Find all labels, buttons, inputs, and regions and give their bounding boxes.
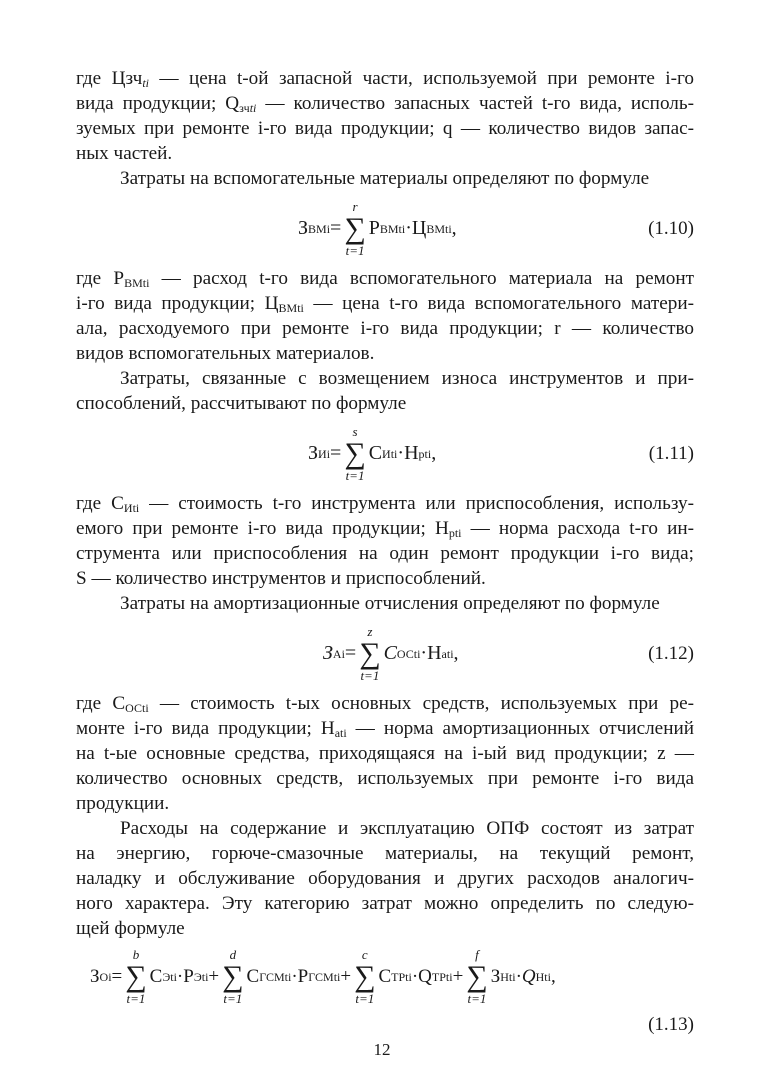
formula-expression: З Аi = z ∑ t=1 С ОСti · Н аti ,: [323, 623, 459, 683]
equation-number: (1.12): [648, 642, 694, 664]
page-number: 12: [373, 1040, 391, 1059]
text-line: i-го вида продукции; $Ц_{ВМti}$ — цена t-го вида вспомогательного матери-: [76, 293, 695, 315]
text-line: где Цзч$_{ti}$ — цена t-ой запасной части, используемой при ремонте i-го: [76, 68, 694, 90]
formula-1-10: [76, 191, 694, 266]
paragraph-spare-parts: [76, 66, 694, 166]
equation-number: (1.11): [648, 442, 694, 464]
sum-symbol: c ∑ t=1: [354, 947, 376, 1006]
text-line: на t-ые основные средства, приходящаяся на i-ый вид продукции; z —: [76, 743, 694, 764]
sum-symbol: z ∑ t=1: [359, 623, 381, 683]
paragraph-opf-intro: [76, 816, 694, 941]
text-line: где $Р_{ВМti}$ — расход t-го вида вспомогательного материала на ремонт: [76, 268, 694, 290]
paragraph-tools-intro: [76, 366, 694, 416]
text-line: видов вспомогательных материалов.: [76, 343, 375, 364]
sum-symbol: d ∑ t=1: [222, 947, 244, 1006]
text-line: вида продукции; $Q_{зчti}$ — количество запасных частей t-го вида, исполь-: [76, 93, 694, 115]
sum-symbol: s ∑ t=1: [344, 423, 366, 483]
paragraph-aux-materials-legend: [76, 266, 694, 366]
sum-symbol: f ∑ t=1: [466, 947, 488, 1006]
paragraph-depreciation-legend: [76, 691, 694, 816]
text-line: зуемых при ремонте i-го вида продукции; q — количество видов запас-: [76, 118, 694, 139]
formula-1-13: [76, 941, 694, 1013]
paragraph-depreciation-intro: Затраты на амортизационные отчисления определяют по формуле: [120, 593, 660, 614]
page-body: [76, 66, 694, 1037]
text-line: щей формуле: [76, 918, 185, 939]
text-line: Расходы на содержание и эксплуатацию ОПФ состоят из затрат: [120, 818, 694, 839]
text-line: емого при ремонте i-го вида продукции; $Н_{pti}$ — норма расхода t-го ин-: [76, 518, 694, 540]
text-line: количество основных средств, используемых при ремонте i-го вида: [76, 768, 694, 789]
text-line: где $С_{ОСti}$ — стоимость t-ых основных средств, используемых при ре-: [76, 693, 694, 715]
text-line: монте i-го вида продукции; $Н_{аti}$ — норма амортизационных отчислений: [76, 718, 695, 740]
text-line: струмента или приспособления на один ремонт продукции i-го вида;: [76, 543, 694, 564]
text-line: на энергию, горюче-смазочные материалы, на текущий ремонт,: [76, 843, 694, 864]
paragraph-aux-materials-intro: Затраты на вспомогательные материалы определяют по формуле: [120, 168, 650, 189]
sum-symbol: b ∑ t=1: [125, 947, 147, 1006]
formula-1-11: [76, 416, 694, 491]
text-line: наладку и обслуживание оборудования и других расходов аналогич-: [76, 868, 694, 889]
paragraph-tools-legend: [76, 491, 694, 591]
text-line: продукции.: [76, 793, 170, 814]
equation-number: (1.10): [648, 217, 694, 239]
formula-expression: З ВМi = r ∑ t=1 Р ВМti · Ц ВМti ,: [298, 198, 457, 258]
text-line: Затраты, связанные с возмещением износа инструментов и при-: [120, 368, 694, 389]
formula-1-12: [76, 616, 694, 691]
equation-number: (1.13): [648, 1014, 694, 1035]
sum-symbol: r ∑ t=1: [344, 198, 366, 258]
text-line: где $С_{Иti}$ — стоимость t-го инструмента или приспособления, использу-: [76, 493, 694, 515]
text-line: ного характера. Эту категорию затрат можно определить по следую-: [76, 893, 694, 914]
text-line: ала, расходуемого при ремонте i-го вида продукции; r — количество: [76, 318, 694, 339]
formula-expression: З Оi = b ∑ t=1 С Эti · Р Эti + d ∑ t=1 С ГСМti · Р ГСМti + c ∑ t=1 С ТРti · Q ТРti + f ∑ t=1 З Нti · Q Нti ,: [90, 947, 556, 1006]
text-line: способлений, рассчитывают по формуле: [76, 393, 407, 414]
text-line: ных частей.: [76, 143, 173, 164]
text-line: S — количество инструментов и приспособлений.: [76, 568, 486, 589]
formula-expression: З Иi = s ∑ t=1 С Иti · Н pti ,: [308, 423, 437, 483]
